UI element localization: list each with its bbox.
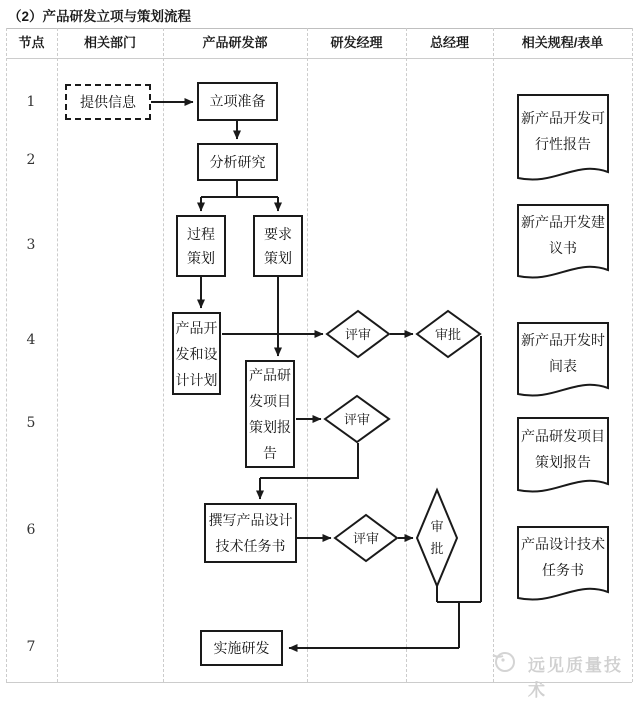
decision-label-approve-row6: 审批: [430, 519, 444, 556]
flow-box-provide-info: 提供信息: [65, 84, 151, 120]
node-number-5: 5: [26, 415, 36, 431]
column-header-rd-dept: 产品研发部: [202, 35, 268, 50]
flow-box-implement-rd: 实施研发: [200, 630, 283, 666]
column-header-related-dept: 相关部门: [83, 35, 136, 50]
column-header-gm: 总经理: [429, 35, 469, 50]
connector-split-line: [201, 179, 278, 197]
connector-approvals-merge: [437, 336, 481, 648]
flow-box-rd-project-planning-report: 产品研发项目策划报告: [245, 360, 295, 468]
node-number-3: 3: [26, 237, 36, 253]
flow-box-analysis-research: 分析研究: [197, 143, 278, 181]
document-label-feasibility-report: 新产品开发可行性报告: [521, 110, 605, 152]
flow-box-project-preparation: 立项准备: [197, 82, 278, 121]
decision-label-review-row6: 评审: [352, 531, 379, 546]
node-number-1: 1: [26, 94, 36, 110]
document-label-schedule: 新产品开发时间表: [521, 332, 605, 374]
watermark-text: 远见质量技术: [528, 656, 623, 700]
node-number-7: 7: [26, 639, 36, 655]
column-header-docs: 相关规程/表单: [521, 35, 604, 50]
column-header-node: 节点: [18, 35, 45, 50]
page-title: （2）产品研发立项与策划流程: [8, 9, 192, 24]
decision-label-review-row5: 评审: [343, 412, 370, 427]
flow-box-requirement-planning: 要求策划: [253, 215, 303, 277]
node-number-6: 6: [26, 522, 36, 538]
document-label-planning-report: 产品研发项目策划报告: [521, 428, 605, 470]
decision-label-review-row4: 评审: [344, 327, 371, 342]
document-label-proposal: 新产品开发建议书: [521, 214, 605, 256]
node-number-4: 4: [26, 332, 36, 348]
watermark-logo-icon: [493, 653, 514, 671]
flow-box-process-planning: 过程策划: [176, 215, 226, 277]
document-label-task-book: 产品设计技术任务书: [521, 536, 605, 578]
decision-label-approve-row4: 审批: [434, 327, 461, 342]
flow-box-write-design-task-book: 撰写产品设计技术任务书: [204, 503, 297, 563]
column-header-rd-manager: 研发经理: [330, 35, 383, 50]
node-number-2: 2: [26, 152, 36, 168]
flow-box-product-dev-design-plan: 产品开发和设计计划: [172, 312, 221, 395]
